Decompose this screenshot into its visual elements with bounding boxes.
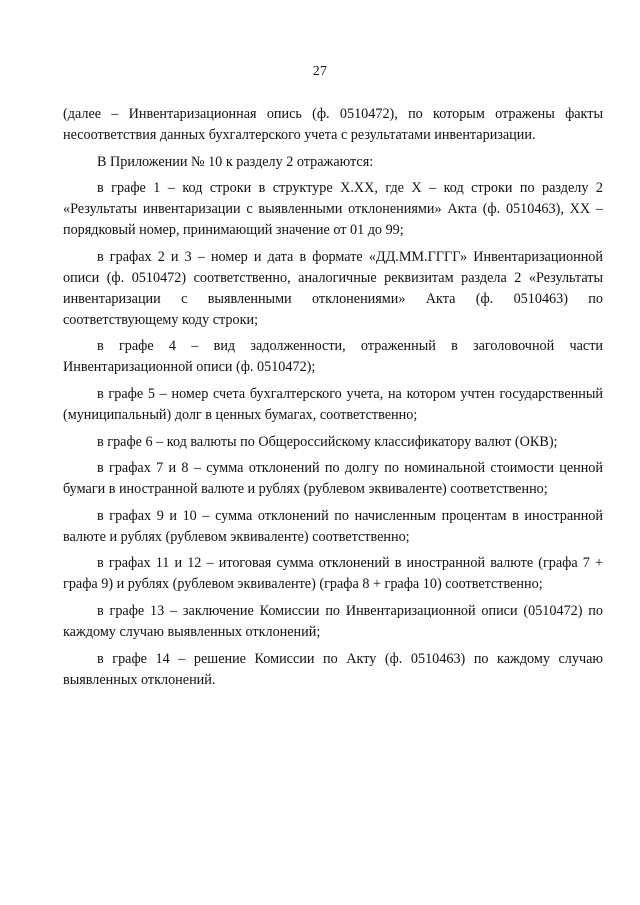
paragraph-columns-7-8: в графах 7 и 8 – сумма отклонений по долгу по номинальной стоимости ценной бумаги в иностранной валюте и рублях (рублевом эквиваленте) соответственно; bbox=[63, 460, 603, 498]
paragraph-columns-9-10: в графах 9 и 10 – сумма отклонений по начисленным процентам в иностранной валюте и рублях (рублевом эквиваленте) соответственно; bbox=[63, 507, 603, 545]
document-body bbox=[63, 104, 603, 691]
paragraph-column-6: в графе 6 – код валюты по Общероссийскому классификатору валют (ОКВ); bbox=[97, 433, 558, 450]
page-number: 27 bbox=[312, 64, 328, 79]
paragraph-appendix-intro: В Приложении № 10 к разделу 2 отражаются: bbox=[97, 153, 374, 170]
paragraph-column-14: в графе 14 – решение Комиссии по Акту (ф. 0510463) по каждому случаю выявленных отклонений. bbox=[63, 650, 603, 688]
paragraph-column-1: в графе 1 – код строки в структуре X.XX, где X – код строки по разделу 2 «Результаты инвентаризации с выявленными отклонениями» Акта (ф. 0510463), XX – порядковый номер, принимающий значение от 01 до 99; bbox=[63, 180, 603, 239]
paragraph-column-4: в графе 4 – вид задолженности, отраженный в заголовочной части Инвентаризационной описи (ф. 0510472); bbox=[63, 338, 603, 376]
paragraph-columns-11-12: в графах 11 и 12 – итоговая сумма отклонений в иностранной валюте (графа 7 + графа 9) и рублях (рублевом эквиваленте) (графа 8 + графа 10) соответственно; bbox=[63, 555, 603, 593]
paragraph-column-5: в графе 5 – номер счета бухгалтерского учета, на котором учтен государственный (муниципальный) долг в ценных бумагах, соответственно; bbox=[63, 385, 603, 423]
paragraph-columns-2-3: в графах 2 и 3 – номер и дата в формате «ДД.ММ.ГГГГ» Инвентаризационной описи (ф. 0510472) соответственно, аналогичные реквизитам раздела 2 «Результаты инвентаризации с выявленными отклонениями» Акта (ф. 0510463) по соответствующему коду строки; bbox=[63, 248, 603, 328]
paragraph-continuation: (далее – Инвентаризационная опись (ф. 0510472), по которым отражены факты несоответствия данных бухгалтерского учета с результатами инвентаризации. bbox=[63, 106, 603, 143]
paragraph-column-13: в графе 13 – заключение Комиссии по Инвентаризационной описи (0510472) по каждому случаю выявленных отклонений; bbox=[63, 602, 603, 640]
